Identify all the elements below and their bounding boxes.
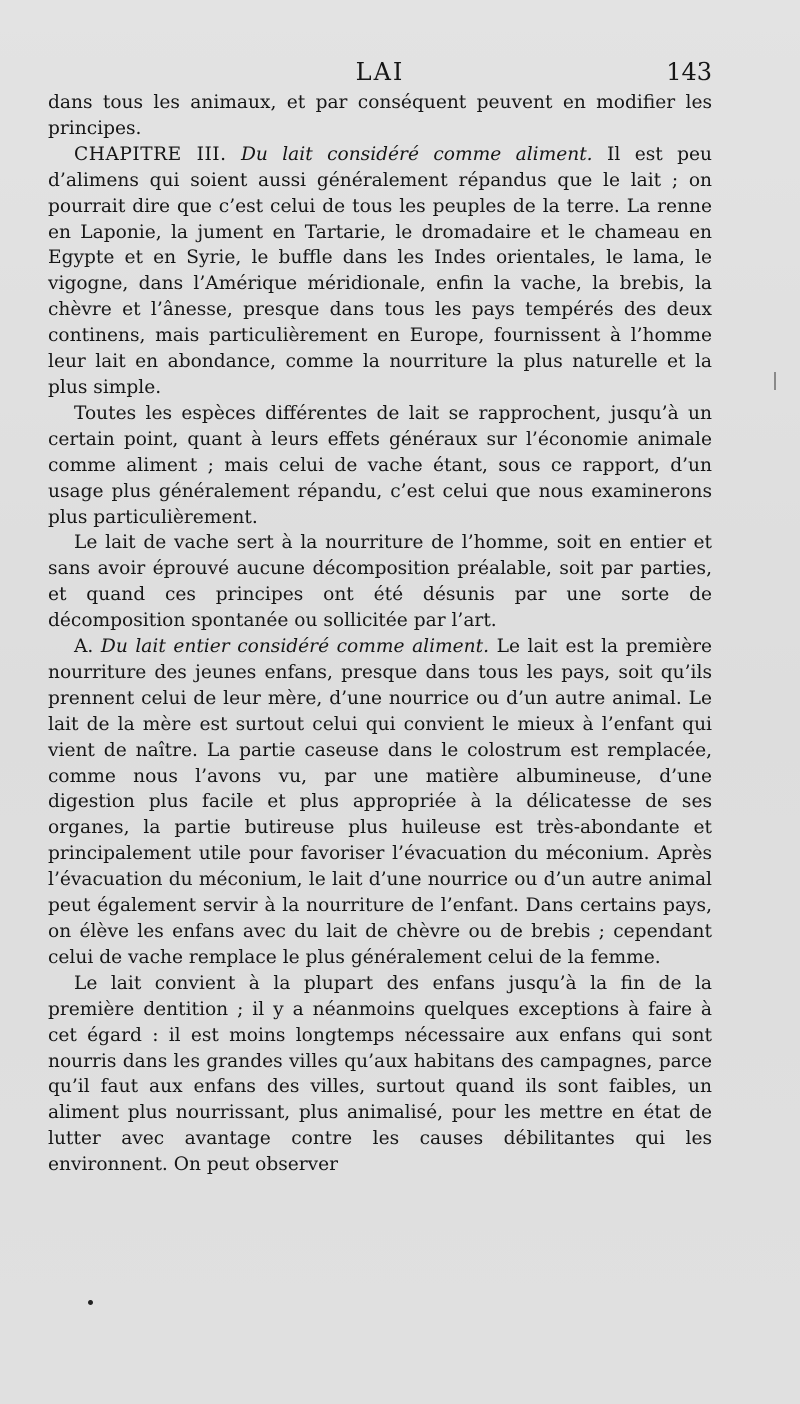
margin-mark	[774, 372, 776, 390]
chapter-label: CHAPITRE III.	[74, 143, 227, 165]
paragraph-2-text: Il est peu d’alimens qui soient aussi généralement répandus que le lait ; on pourrait dire que c’est celui de tous les peuples de la terre. La renne en Laponie, la jument en Tartarie, le dromadaire et le chameau en Egypte et en Syrie, le buffle dans les Indes orientales, le lama, le vigogne, dans l’Amérique méridionale, enfin la vache, la brebis, la chèvre et l’ânesse, presque dans tous les pays tempérés des deux continens, mais particulièrement en Europe, fournissent à l’homme leur lait en abondance, comme la nourriture la plus naturelle et la plus simple.	[48, 143, 712, 398]
paragraph-1	[48, 90, 712, 142]
paragraph-4	[48, 530, 712, 634]
section-heading: Du lait entier considéré comme aliment.	[100, 636, 490, 658]
body-text	[48, 90, 712, 1178]
paragraph-6-text: Le lait convient à la plupart des enfans jusqu’à la fin de la première dentition ; il y a néanmoins quelques exceptions à faire à cet égard : il est moins longtemps nécessaire aux enfans qui sont nourris dans les grandes villes qu’aux habitans des campagnes, parce qu’il faut aux enfans des villes, surtout quand ils sont faibles, un aliment plus nourrissant, plus animalisé, pour les mettre en état de lutter avec avantage contre les causes débilitantes qui les environnent. On peut observer	[48, 972, 712, 1176]
paragraph-6	[48, 971, 712, 1178]
paragraph-chapter-iii	[48, 142, 712, 401]
section-label: A.	[74, 636, 94, 658]
running-head: LAI	[355, 58, 405, 86]
page-number: 143	[666, 58, 712, 86]
page-header	[48, 58, 712, 90]
paragraph-3	[48, 401, 712, 531]
ink-speck	[88, 1300, 93, 1305]
paragraph-3-text: Toutes les espèces différentes de lait se rapprochent, jusqu’à un certain point, quant à leurs effets généraux sur l’économie animale comme aliment ; mais celui de vache étant, sous ce rapport, d’un usage plus généralement répandu, c’est celui que nous examinerons plus particulièrement.	[48, 402, 712, 528]
paragraph-section-a	[48, 634, 712, 971]
chapter-heading: Du lait considéré comme aliment.	[240, 143, 593, 165]
paragraph-5-text: Le lait est la première nourriture des jeunes enfans, presque dans tous les pays, soit qu’ils prennent celui de leur mère, d’une nourrice ou d’un autre animal. Le lait de la mère est surtout celui qui convient le mieux à l’enfant qui vient de naître. La partie caseuse dans le colostrum est remplacée, comme nous l’avons vu, par une matière albumineuse, d’une digestion plus facile et plus appropriée à la délicatesse de ses organes, la partie butireuse plus huileuse est très-abondante et principalement utile pour favoriser l’évacuation du méconium. Après l’évacuation du méconium, le lait d’une nourrice ou d’un autre animal peut également servir à la nourriture de l’enfant. Dans certains pays, on élève les enfans avec du lait de chèvre ou de brebis ; cependant celui de vache remplace le plus généralement celui de la femme.	[48, 636, 712, 968]
paragraph-1-text: dans tous les animaux, et par conséquent peuvent en modifier les principes.	[48, 92, 712, 139]
paragraph-4-text: Le lait de vache sert à la nourriture de l’homme, soit en entier et sans avoir éprouvé aucune décomposition préalable, soit par parties, et quand ces principes ont été désunis par une sorte de décomposition spontanée ou sollicitée par l’art.	[48, 532, 712, 632]
